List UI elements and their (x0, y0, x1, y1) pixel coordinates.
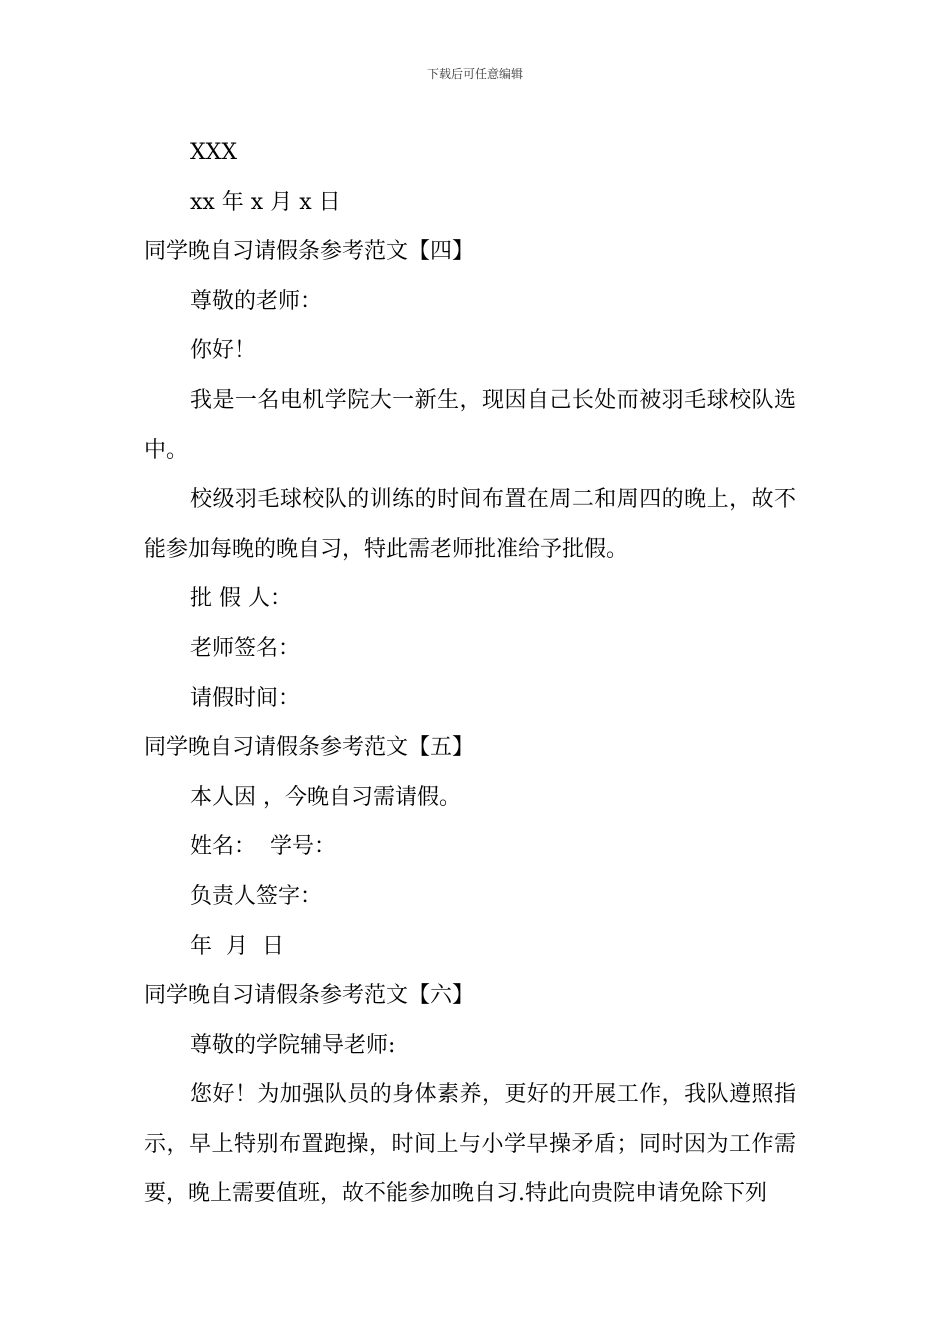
teacher-signature-line: 老师签名： (190, 635, 301, 661)
section-heading-6: 同学晚自习请假条参考范文【六】 (144, 983, 475, 1009)
name-id-line-5: 姓名： 学号： (190, 834, 336, 860)
signature-line: XXX (190, 140, 237, 165)
date-line-5: 年 月 日 (190, 933, 284, 959)
greeting-4: 你好！ (190, 338, 257, 364)
page-header-note: 下载后可任意编辑 (426, 67, 523, 81)
approver-line: 批 假 人： (190, 586, 292, 612)
paragraph-4a: 我是一名电机学院大一新生，现因自己长处而被羽毛球校队选中。 (144, 387, 796, 463)
salutation-4: 尊敬的老师： (190, 288, 323, 314)
paragraph-4b: 校级羽毛球校队的训练的时间布置在周二和周四的晚上，故不能参加每晚的晚自习，特此需老师批准给予批假。 (144, 487, 796, 562)
responsible-signature-line-5: 负责人签字： (190, 883, 323, 909)
reason-line-5: 本人因 ，今晚自习需请假。 (190, 784, 461, 810)
salutation-6: 尊敬的学院辅导老师: (190, 1032, 396, 1058)
leave-time-line: 请假时间： (190, 685, 301, 711)
section-heading-5: 同学晚自习请假条参考范文【五】 (144, 735, 475, 761)
section-heading-4: 同学晚自习请假条参考范文【四】 (144, 239, 475, 265)
paragraph-6: 您好！为加强队员的身体素养，更好的开展工作，我队遵照指示，早上特别布置跑操，时间上与小学早操矛盾；同时因为工作需要，晚上需要值班，故不能参加晚自习.特此向贵院申请免除下列 (144, 1082, 796, 1207)
document-body (144, 128, 796, 1219)
date-line: xx 年 x 月 x 日 (190, 189, 341, 215)
